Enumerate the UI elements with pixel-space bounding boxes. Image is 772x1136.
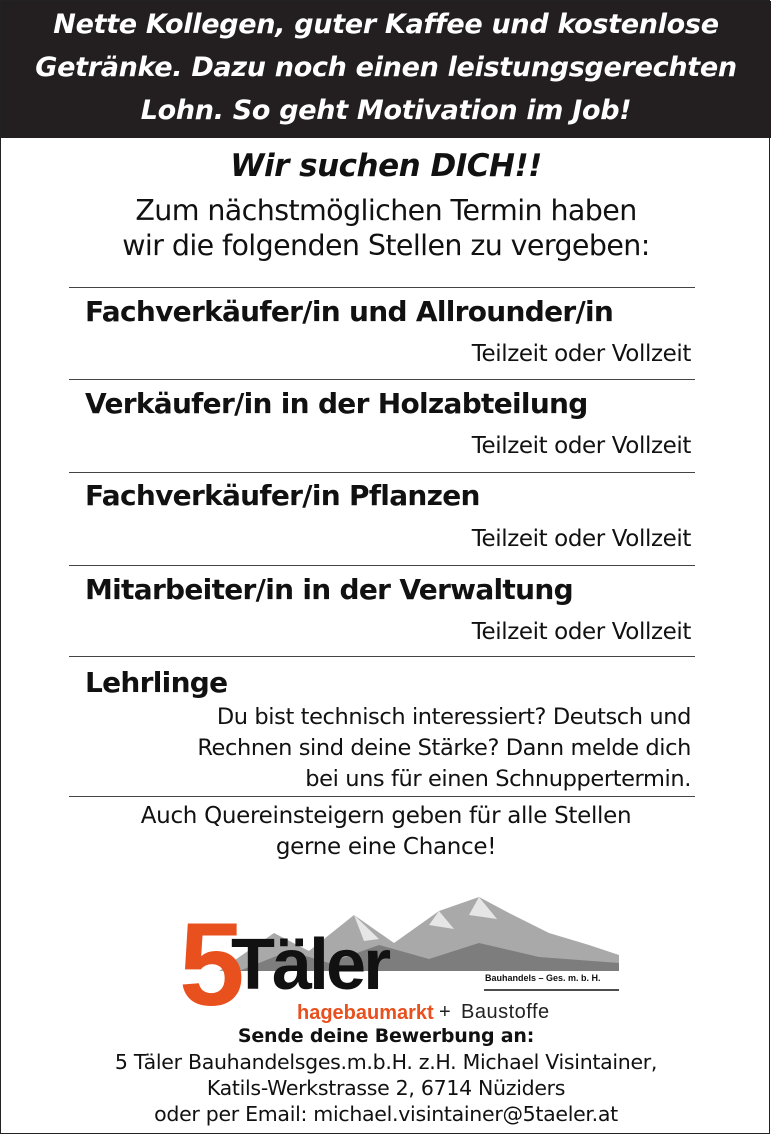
intro-line: Zum nächstmöglichen Termin haben — [135, 194, 637, 227]
apply-line: Katils-Werkstrasse 2, 6714 Nüziders — [206, 1076, 566, 1100]
apply-line: 5 Täler Bauhandelsges.m.b.H. z.H. Michael Visintainer, — [114, 1050, 658, 1074]
divider — [69, 472, 695, 473]
header-line: Nette Kollegen, guter Kaffee und kostenlose — [53, 9, 719, 40]
header-line: Lohn. So geht Motivation im Job! — [140, 95, 632, 126]
job-title: Verkäufer/in in der Holzabteilung — [85, 387, 588, 420]
logo-brand: hagebaumarkt — [297, 1002, 434, 1024]
divider — [69, 565, 695, 566]
job-type: Teilzeit oder Vollzeit — [471, 526, 691, 552]
logo-number: 5 — [179, 899, 245, 1028]
logo-name: Täler — [231, 925, 389, 1005]
intro-text — [1, 193, 771, 263]
header-banner — [1, 1, 771, 138]
intro-line: wir die folgenden Stellen zu vergeben: — [122, 229, 650, 262]
apprentice-line: Du bist technisch interessiert? Deutsch und — [216, 704, 691, 730]
job-type: Teilzeit oder Vollzeit — [471, 433, 691, 459]
apply-heading: Sende deine Bewerbung an: — [237, 1025, 535, 1047]
divider — [69, 379, 695, 380]
company-logo — [179, 893, 619, 1028]
logo-company-type: Bauhandels – Ges. m. b. H. — [485, 973, 601, 983]
note-line: gerne eine Chance! — [275, 834, 497, 860]
apprentice-title: Lehrlinge — [85, 666, 228, 699]
apprentice-line: Rechnen sind deine Stärke? Dann melde dich — [197, 735, 691, 761]
logo-plus: + — [439, 1001, 451, 1023]
apply-address — [1, 1049, 771, 1127]
job-title: Fachverkäufer/in und Allrounder/in — [85, 295, 614, 328]
headline: Wir suchen DICH!! — [230, 148, 542, 184]
job-type: Teilzeit oder Vollzeit — [471, 619, 691, 645]
job-title: Fachverkäufer/in Pflanzen — [85, 479, 480, 512]
note-line: Auch Quereinsteigern geben für alle Stellen — [140, 803, 632, 829]
logo-suffix: Baustoffe — [461, 1001, 550, 1023]
note-text — [1, 801, 771, 863]
divider — [69, 796, 695, 797]
job-type: Teilzeit oder Vollzeit — [471, 341, 691, 367]
header-line: Getränke. Dazu noch einen leistungsgerechten — [35, 52, 737, 83]
apprentice-text — [71, 702, 691, 795]
apprentice-line: bei uns für einen Schnuppertermin. — [305, 766, 691, 792]
apply-email[interactable]: oder per Email: michael.visintainer@5taeler.at — [154, 1102, 618, 1126]
job-title: Mitarbeiter/in in der Verwaltung — [85, 573, 573, 606]
divider — [69, 287, 695, 288]
divider — [69, 656, 695, 657]
